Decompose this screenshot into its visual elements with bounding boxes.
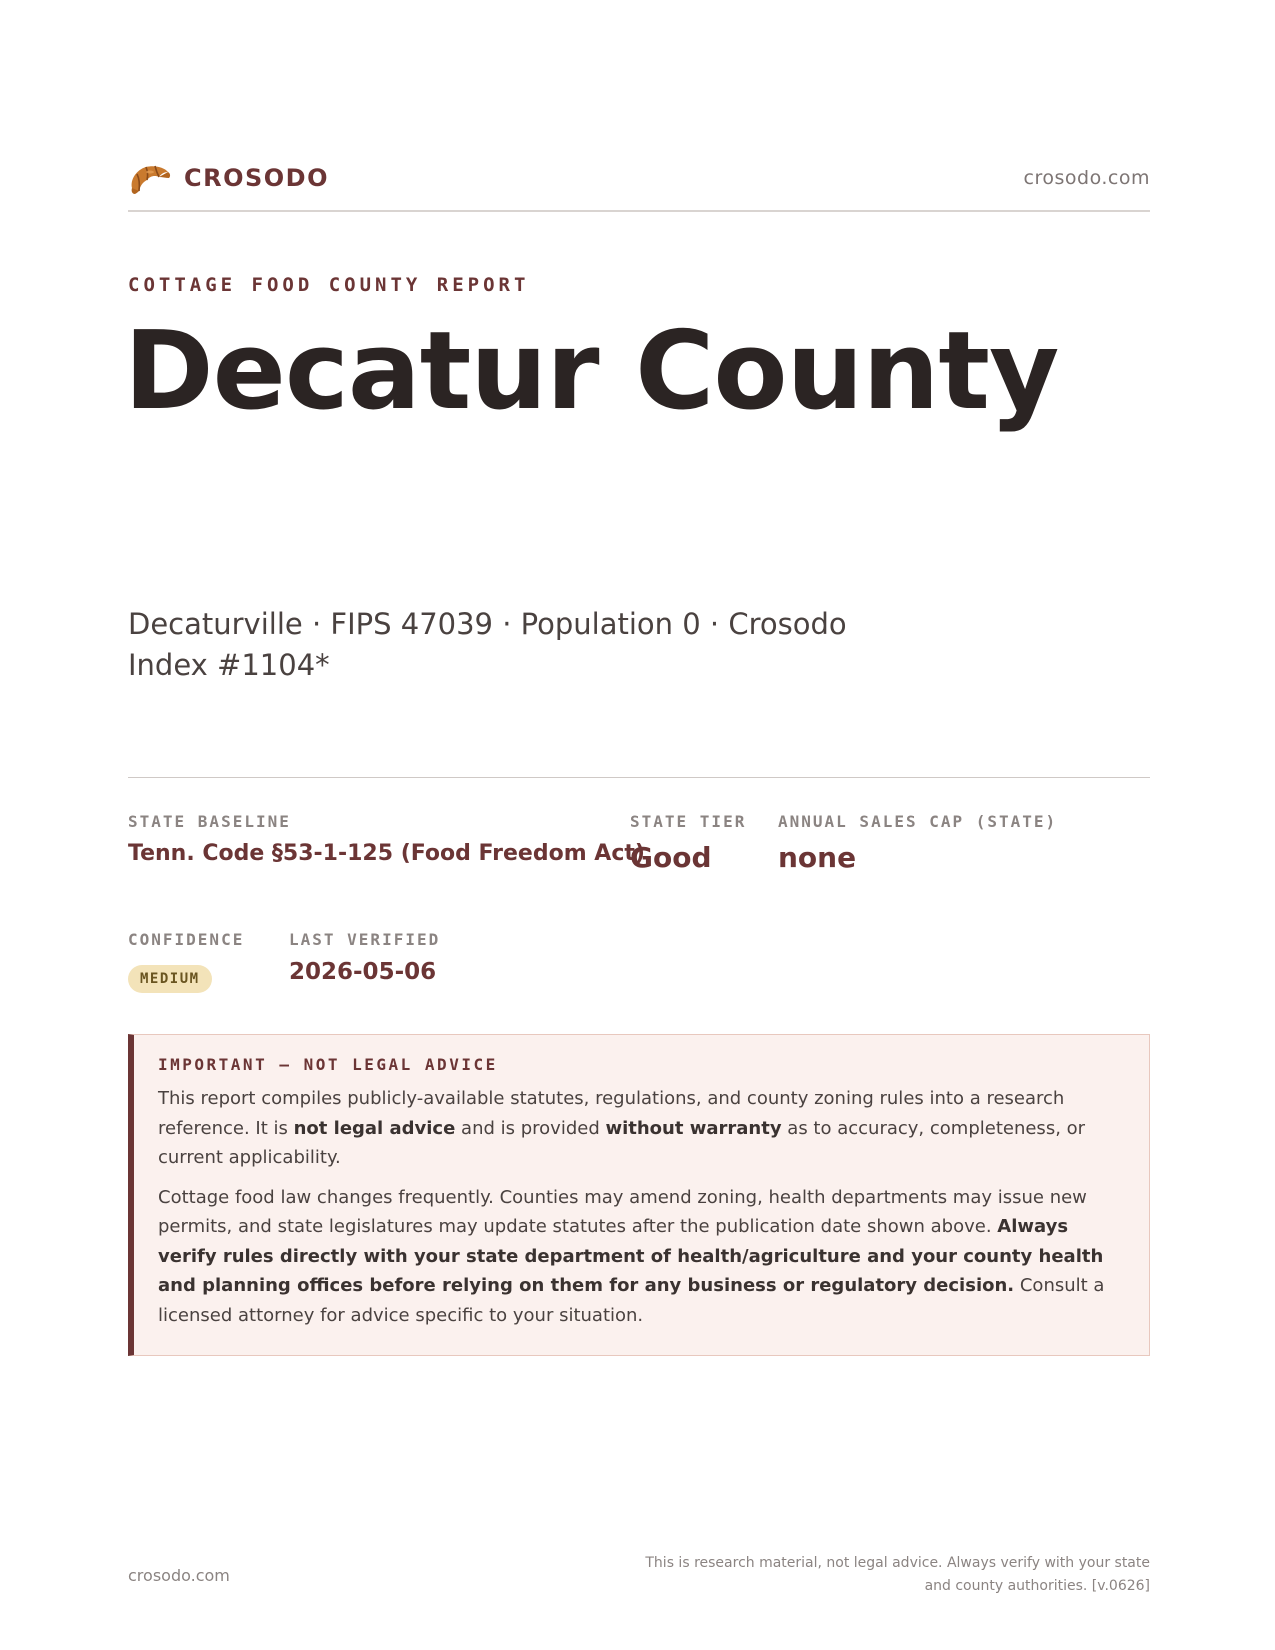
page-title: Decatur County [124,309,1059,434]
annual-sales-cap [778,812,1057,874]
state-tier-value: Good [630,841,712,874]
notice-paragraph-1: This report compiles publicly-available statutes, regulations, and county zoning rules into a research reference. It is not legal advice and is provided without warranty as to accuracy, completeness, or current applicability. [158,1088,1086,1168]
notice-heading: IMPORTANT — NOT LEGAL ADVICE [158,1055,498,1074]
notice-paragraph-2: Cottage food law changes frequently. Counties may amend zoning, health departments may issue new permits, and state legislatures may update statutes after the publication date shown above. Always verify rules directly with your state department of health/agriculture and your county health and planning offices before relying on them for any business or regulatory decision. Consult a licensed attorney for advice specific to your situation. [158,1186,1105,1326]
report-kicker: COTTAGE FOOD COUNTY REPORT [128,274,530,296]
brand-header [128,158,1150,202]
state-tier-label: STATE TIER [630,812,747,831]
sales-cap-label: ANNUAL SALES CAP (STATE) [778,812,1058,831]
report-subtitle: Decaturville · FIPS 47039 · Population 0 · Crosodo Index #1104* [128,607,847,682]
confidence-label: CONFIDENCE [128,930,245,949]
sales-cap-value: none [778,841,857,874]
footer-url[interactable]: crosodo.com [128,1566,230,1585]
brand-name: CROSODO [184,164,330,192]
croissant-icon [128,158,172,198]
confidence-badge: MEDIUM [128,965,212,993]
legal-notice [128,1034,1150,1356]
footer-disclaimer: This is research material, not legal advice. Always verify with your state and county authorities. [v.0626] [645,1555,1150,1594]
report-page [124,0,1150,1650]
state-baseline-label: STATE BASELINE [128,812,291,831]
last-verified-label: LAST VERIFIED [289,930,441,949]
confidence [128,930,244,993]
section-divider [128,777,1150,778]
last-verified-value: 2026-05-06 [289,959,437,985]
state-baseline-value: Tenn. Code §53-1-125 (Food Freedom Act) [128,841,645,866]
header-divider [128,210,1150,212]
brand-url[interactable]: crosodo.com [1023,167,1150,189]
state-baseline [128,812,645,866]
last-verified [289,930,440,985]
state-tier [630,812,746,874]
